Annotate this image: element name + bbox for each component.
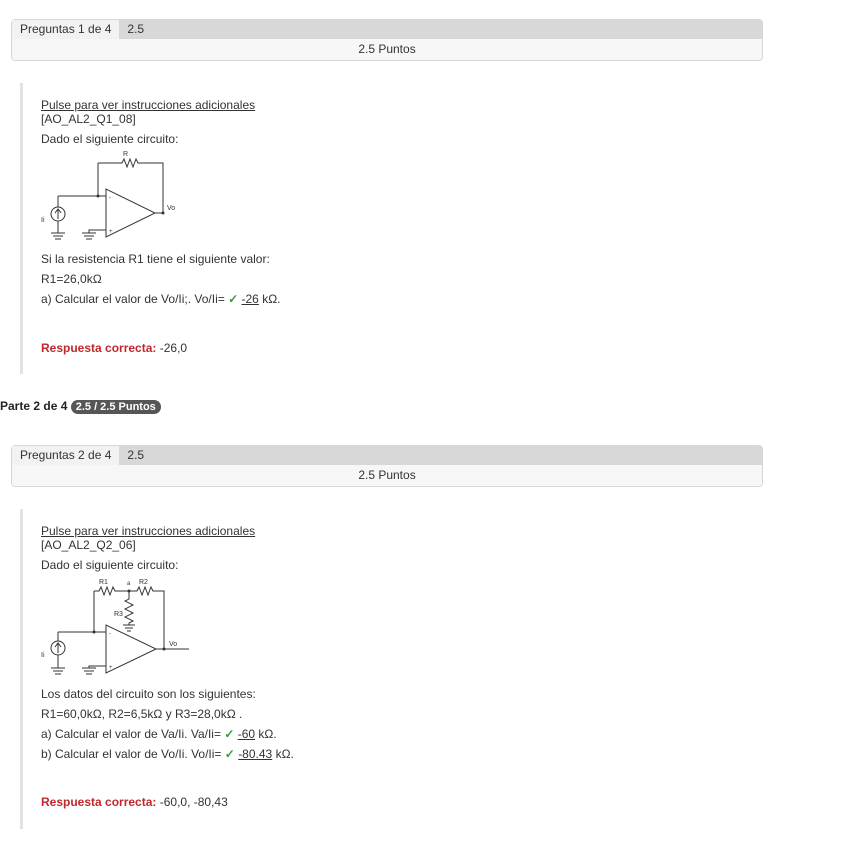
check-icon: ✓	[224, 727, 235, 741]
part-b-unit: kΩ.	[275, 747, 294, 761]
question-1-number: Preguntas 1 de 4	[12, 20, 119, 39]
part-b-question	[41, 747, 294, 761]
question-1-body	[20, 83, 763, 374]
question-code: [AO_AL2_Q1_08]	[41, 112, 136, 126]
correct-answer-value: -60,0, -80,43	[159, 795, 228, 809]
instructions-link[interactable]: Pulse para ver instrucciones adicionales	[41, 524, 256, 538]
label-ii: Ii	[41, 652, 45, 659]
correct-answer	[41, 795, 228, 809]
question-code: [AO_AL2_Q2_06]	[41, 538, 136, 552]
label-plus: +	[109, 665, 113, 671]
question-1-value: 2.5	[127, 22, 145, 36]
question-2-body	[20, 509, 763, 829]
data-text: Los datos del circuito son los siguientes:	[41, 687, 256, 701]
label-minus: -	[109, 631, 111, 637]
part-a-answer: -60	[237, 727, 256, 741]
label-vo: Vo	[167, 205, 176, 212]
values-text: R1=60,0kΩ, R2=6,5kΩ y R3=28,0kΩ .	[41, 707, 243, 721]
part-a-question	[41, 727, 277, 741]
question-1-header	[11, 19, 763, 61]
arrow-up-icon	[55, 643, 61, 653]
question-1-points: 2.5 Puntos	[12, 39, 762, 60]
arrow-up-icon	[55, 209, 61, 219]
part-a-question	[41, 292, 281, 306]
question-2-value: 2.5	[127, 448, 145, 462]
correct-answer-value: -26,0	[159, 341, 188, 355]
instructions-link[interactable]: Pulse para ver instrucciones adicionales	[41, 98, 256, 112]
label-ii: Ii	[41, 217, 45, 224]
score-badge: 2.5 / 2.5 Puntos	[71, 400, 161, 414]
resistance-text: Si la resistencia R1 tiene el siguiente valor:	[41, 252, 270, 266]
part-a-unit: kΩ.	[258, 727, 277, 741]
r1-value: R1=26,0kΩ	[41, 272, 102, 286]
label-r1: R1	[99, 579, 108, 586]
label-r3: R3	[114, 611, 123, 618]
part-b-answer: -80.43	[238, 747, 273, 761]
part-2-label: Parte 2 de 4	[0, 399, 68, 413]
question-2-header	[11, 445, 763, 487]
question-intro: Dado el siguiente circuito:	[41, 132, 179, 146]
part-a-text: a) Calcular el valor de Vo/Ii;. Vo/Ii=	[41, 292, 225, 306]
label-vo: Vo	[169, 641, 178, 648]
check-icon: ✓	[228, 292, 239, 306]
part-b-text: b) Calcular el valor de Vo/Ii. Vo/Ii=	[41, 747, 222, 761]
label-r2: R2	[139, 579, 148, 586]
part-2-heading	[0, 399, 161, 414]
part-a-text: a) Calcular el valor de Va/Ii. Va/Ii=	[41, 727, 221, 741]
part-a-answer: -26	[241, 292, 259, 306]
label-r: R	[123, 151, 129, 158]
correct-answer-label: Respuesta correcta:	[41, 341, 157, 355]
question-2-number: Preguntas 2 de 4	[12, 446, 119, 465]
label-plus: +	[109, 229, 113, 235]
label-minus: -	[109, 195, 111, 201]
label-a: a	[127, 581, 131, 587]
question-intro: Dado el siguiente circuito:	[41, 558, 179, 572]
circuit-diagram-2	[39, 575, 209, 681]
correct-answer-label: Respuesta correcta:	[41, 795, 157, 809]
question-2-points: 2.5 Puntos	[12, 465, 762, 486]
circuit-diagram-1	[39, 149, 199, 249]
check-icon: ✓	[224, 747, 235, 761]
part-a-unit: kΩ.	[262, 292, 281, 306]
correct-answer	[41, 341, 187, 355]
